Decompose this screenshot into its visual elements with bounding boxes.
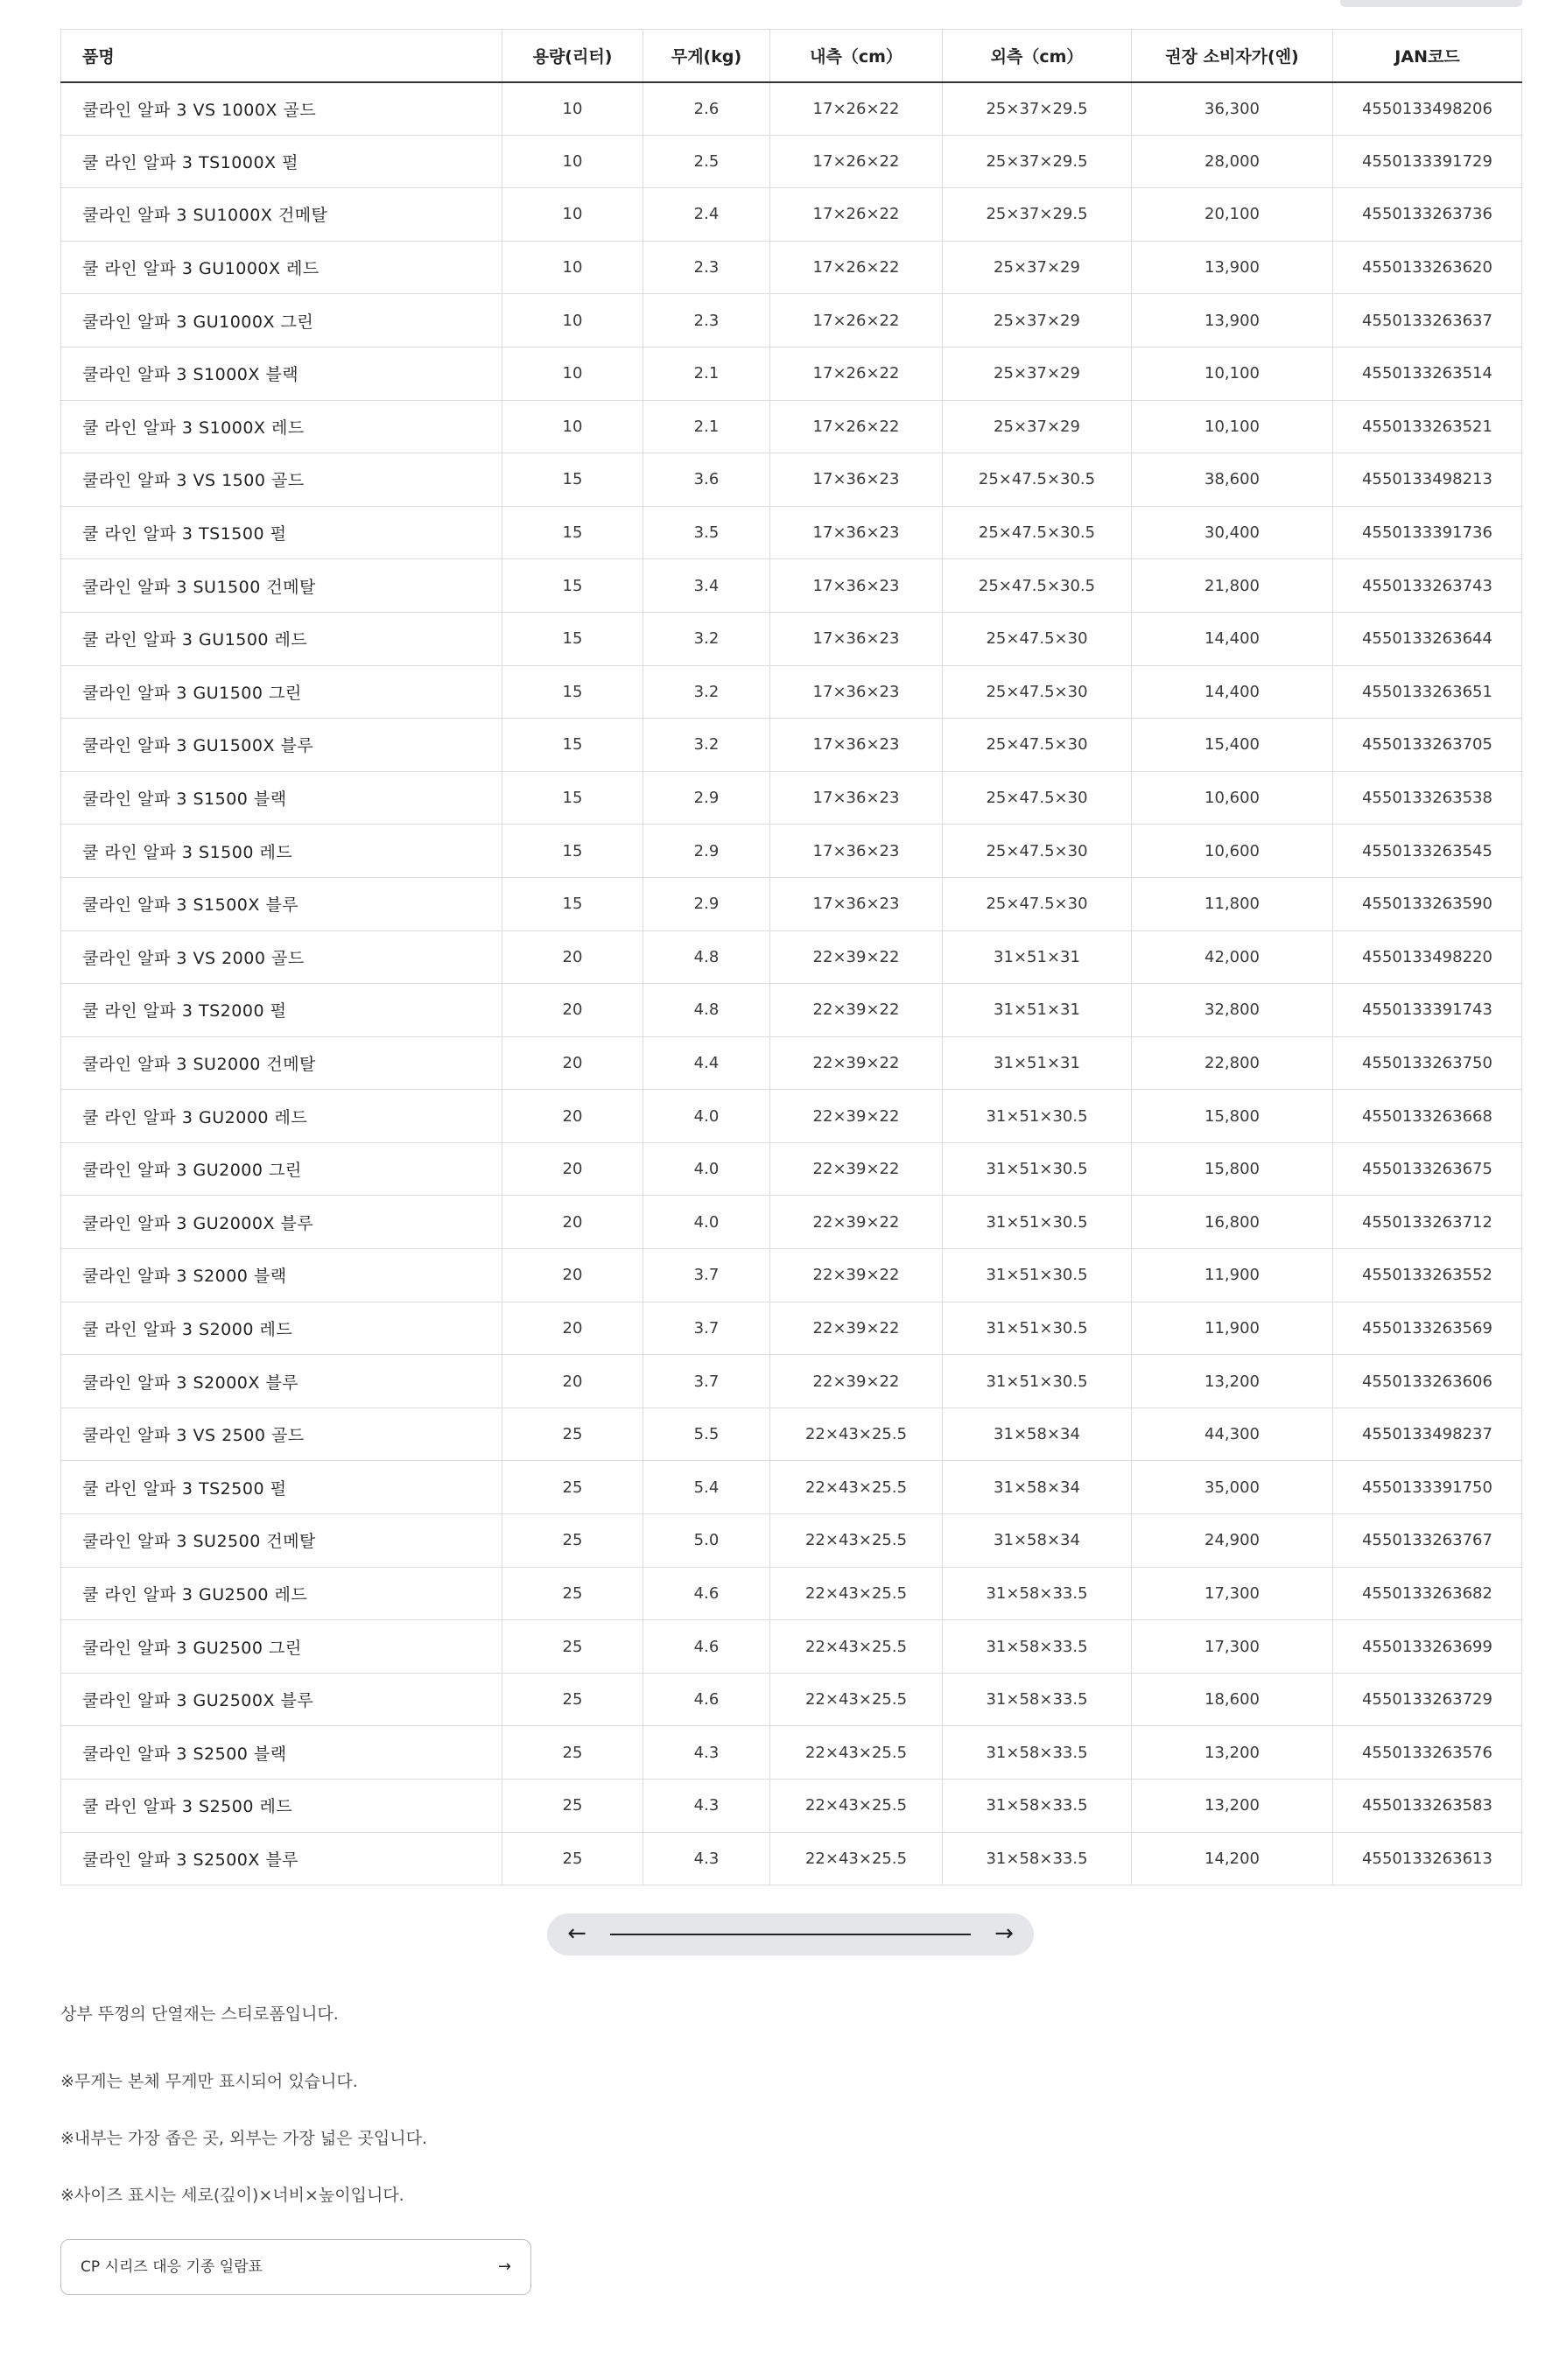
table-row [61,719,1522,772]
price-cell: 13,900 [1132,241,1333,294]
price-cell: 38,600 [1132,453,1333,507]
table-row [61,1355,1522,1408]
outer-size-cell: 25×47.5×30 [943,877,1132,930]
outer-size-cell: 31×58×33.5 [943,1780,1132,1833]
inner-size-cell: 17×36×23 [770,453,943,507]
column-header-name: 품명 [61,30,502,82]
price-cell: 15,800 [1132,1142,1333,1196]
capacity-cell: 20 [502,1355,643,1408]
compatible-models-link-label: CP 시리즈 대응 기종 일람표 [81,2258,263,2276]
capacity-cell: 25 [502,1461,643,1514]
product-name-cell: 쿨라인 알파 3 S1500 블랙 [61,771,502,825]
jan-code-cell: 4550133263651 [1333,665,1522,719]
weight-cell: 4.4 [643,1036,770,1090]
outer-size-cell: 25×47.5×30 [943,771,1132,825]
product-name-cell: 쿨 라인 알파 3 S1500 레드 [61,825,502,878]
table-row [61,135,1522,188]
weight-cell: 4.6 [643,1567,770,1620]
product-name-cell: 쿨라인 알파 3 S2500X 블루 [61,1832,502,1885]
jan-code-cell: 4550133498237 [1333,1408,1522,1461]
outer-size-cell: 31×58×33.5 [943,1567,1132,1620]
capacity-cell: 20 [502,984,643,1037]
outer-size-cell: 25×47.5×30 [943,665,1132,719]
jan-code-cell: 4550133263705 [1333,719,1522,772]
capacity-cell: 20 [502,1249,643,1302]
outer-size-cell: 25×37×29.5 [943,82,1132,136]
outer-size-cell: 25×37×29 [943,400,1132,453]
price-cell: 13,900 [1132,294,1333,348]
jan-code-cell: 4550133263767 [1333,1514,1522,1568]
price-cell: 32,800 [1132,984,1333,1037]
product-name-cell: 쿨 라인 알파 3 S1000X 레드 [61,400,502,453]
outer-size-cell: 25×47.5×30 [943,612,1132,665]
table-row [61,984,1522,1037]
table-header-row [61,30,1522,82]
capacity-cell: 25 [502,1408,643,1461]
jan-code-cell: 4550133263699 [1333,1620,1522,1674]
price-cell: 28,000 [1132,135,1333,188]
table-row [61,1832,1522,1885]
jan-code-cell: 4550133263576 [1333,1726,1522,1780]
price-cell: 10,600 [1132,771,1333,825]
weight-cell: 3.2 [643,665,770,719]
table-row [61,1780,1522,1833]
product-name-cell: 쿨라인 알파 3 S1500X 블루 [61,877,502,930]
jan-code-cell: 4550133263606 [1333,1355,1522,1408]
product-name-cell: 쿨라인 알파 3 SU1000X 건메탈 [61,188,502,242]
product-name-cell: 쿨라인 알파 3 SU2500 건메탈 [61,1514,502,1568]
capacity-cell: 15 [502,612,643,665]
inner-size-cell: 22×39×22 [770,1196,943,1249]
inner-size-cell: 17×36×23 [770,612,943,665]
table-row [61,825,1522,878]
weight-cell: 5.0 [643,1514,770,1568]
capacity-cell: 15 [502,771,643,825]
jan-code-cell: 4550133391750 [1333,1461,1522,1514]
outer-size-cell: 25×37×29 [943,241,1132,294]
outer-size-cell: 31×58×33.5 [943,1620,1132,1674]
jan-code-cell: 4550133263729 [1333,1673,1522,1726]
outer-size-cell: 25×37×29.5 [943,135,1132,188]
weight-cell: 2.4 [643,188,770,242]
price-cell: 18,600 [1132,1673,1333,1726]
outer-size-cell: 25×47.5×30.5 [943,506,1132,559]
product-name-cell: 쿨 라인 알파 3 GU1000X 레드 [61,241,502,294]
outer-size-cell: 25×37×29.5 [943,188,1132,242]
note-lid-insulation: 상부 뚜껑의 단열재는 스티로폼입니다. [60,2004,339,2024]
column-header-capacity: 용량(리터) [502,30,643,82]
product-name-cell: 쿨라인 알파 3 GU2000X 블루 [61,1196,502,1249]
price-cell: 36,300 [1132,82,1333,136]
product-name-cell: 쿨라인 알파 3 S2000X 블루 [61,1355,502,1408]
table-row [61,1196,1522,1249]
product-name-cell: 쿨라인 알파 3 S1000X 블랙 [61,347,502,400]
outer-size-cell: 31×51×31 [943,1036,1132,1090]
table-row [61,1461,1522,1514]
outer-size-cell: 31×51×30.5 [943,1249,1132,1302]
table-row [61,1726,1522,1780]
price-cell: 35,000 [1132,1461,1333,1514]
table-row [61,506,1522,559]
table-row [61,1142,1522,1196]
compatible-models-link-button[interactable] [60,2239,531,2295]
inner-size-cell: 22×43×25.5 [770,1408,943,1461]
jan-code-cell: 4550133263521 [1333,400,1522,453]
product-name-cell: 쿨 라인 알파 3 TS1500 펄 [61,506,502,559]
jan-code-cell: 4550133498206 [1333,82,1522,136]
jan-code-cell: 4550133263538 [1333,771,1522,825]
weight-cell: 3.7 [643,1249,770,1302]
column-header-jan-code: JAN코드 [1333,30,1522,82]
price-cell: 13,200 [1132,1726,1333,1780]
note-inner-outer: ※내부는 가장 좁은 곳, 외부는 가장 넓은 곳입니다. [60,2129,428,2148]
column-header-inner-size: 내측（cm） [770,30,943,82]
outer-size-cell: 31×58×34 [943,1408,1132,1461]
capacity-cell: 20 [502,1196,643,1249]
price-cell: 44,300 [1132,1408,1333,1461]
outer-size-cell: 25×47.5×30.5 [943,453,1132,507]
table-row [61,1567,1522,1620]
note-weight: ※무게는 본체 무게만 표시되어 있습니다. [60,2072,358,2091]
outer-size-cell: 31×58×34 [943,1461,1132,1514]
table-row [61,453,1522,507]
jan-code-cell: 4550133263590 [1333,877,1522,930]
product-name-cell: 쿨 라인 알파 3 GU1500 레드 [61,612,502,665]
product-name-cell: 쿨 라인 알파 3 GU2000 레드 [61,1090,502,1143]
inner-size-cell: 22×39×22 [770,1142,943,1196]
outer-size-cell: 31×51×30.5 [943,1196,1132,1249]
product-name-cell: 쿨라인 알파 3 GU2500X 블루 [61,1673,502,1726]
inner-size-cell: 17×36×23 [770,665,943,719]
capacity-cell: 10 [502,188,643,242]
price-cell: 14,400 [1132,665,1333,719]
weight-cell: 3.2 [643,612,770,665]
weight-cell: 4.6 [643,1673,770,1726]
product-name-cell: 쿨 라인 알파 3 TS2500 펄 [61,1461,502,1514]
capacity-cell: 20 [502,1090,643,1143]
table-row [61,930,1522,984]
outer-size-cell: 25×37×29 [943,294,1132,348]
product-name-cell: 쿨 라인 알파 3 TS2000 펄 [61,984,502,1037]
table-row [61,241,1522,294]
jan-code-cell: 4550133263644 [1333,612,1522,665]
price-cell: 22,800 [1132,1036,1333,1090]
product-name-cell: 쿨라인 알파 3 S2000 블랙 [61,1249,502,1302]
horizontal-scrollbar[interactable] [547,1913,1034,1955]
jan-code-cell: 4550133263637 [1333,294,1522,348]
product-name-cell: 쿨라인 알파 3 VS 1000X 골드 [61,82,502,136]
inner-size-cell: 17×26×22 [770,347,943,400]
jan-code-cell: 4550133391736 [1333,506,1522,559]
product-spec-table [60,29,1522,1885]
weight-cell: 2.9 [643,825,770,878]
table-row [61,82,1522,136]
table-row [61,1090,1522,1143]
weight-cell: 2.9 [643,877,770,930]
weight-cell: 2.1 [643,347,770,400]
price-cell: 20,100 [1132,188,1333,242]
weight-cell: 2.5 [643,135,770,188]
jan-code-cell: 4550133263675 [1333,1142,1522,1196]
capacity-cell: 20 [502,1302,643,1355]
jan-code-cell: 4550133498213 [1333,453,1522,507]
product-name-cell: 쿨라인 알파 3 GU2000 그린 [61,1142,502,1196]
inner-size-cell: 22×39×22 [770,1249,943,1302]
capacity-cell: 20 [502,1036,643,1090]
capacity-cell: 15 [502,877,643,930]
inner-size-cell: 17×36×23 [770,771,943,825]
weight-cell: 3.2 [643,719,770,772]
outer-size-cell: 31×51×30.5 [943,1142,1132,1196]
weight-cell: 4.6 [643,1620,770,1674]
product-name-cell: 쿨라인 알파 3 SU1500 건메탈 [61,559,502,613]
inner-size-cell: 17×26×22 [770,294,943,348]
table-row [61,347,1522,400]
weight-cell: 2.6 [643,82,770,136]
weight-cell: 5.5 [643,1408,770,1461]
outer-size-cell: 31×58×33.5 [943,1673,1132,1726]
jan-code-cell: 4550133263736 [1333,188,1522,242]
capacity-cell: 15 [502,453,643,507]
product-name-cell: 쿨라인 알파 3 GU1500 그린 [61,665,502,719]
outer-size-cell: 31×51×30.5 [943,1355,1132,1408]
outer-size-cell: 31×51×31 [943,984,1132,1037]
inner-size-cell: 22×43×25.5 [770,1461,943,1514]
outer-size-cell: 25×47.5×30 [943,825,1132,878]
price-cell: 13,200 [1132,1355,1333,1408]
inner-size-cell: 22×39×22 [770,1302,943,1355]
capacity-cell: 10 [502,347,643,400]
inner-size-cell: 22×43×25.5 [770,1567,943,1620]
arrow-left-icon[interactable]: ← [567,1920,586,1947]
weight-cell: 4.8 [643,930,770,984]
inner-size-cell: 17×36×23 [770,719,943,772]
top-button-stub[interactable] [1340,0,1522,7]
capacity-cell: 15 [502,719,643,772]
weight-cell: 3.5 [643,506,770,559]
column-header-price: 권장 소비자가(엔) [1132,30,1333,82]
price-cell: 14,400 [1132,612,1333,665]
product-name-cell: 쿨라인 알파 3 GU1500X 블루 [61,719,502,772]
product-name-cell: 쿨 라인 알파 3 TS1000X 펄 [61,135,502,188]
table-row [61,400,1522,453]
price-cell: 11,900 [1132,1302,1333,1355]
table-body [61,82,1522,1885]
product-name-cell: 쿨라인 알파 3 S2500 블랙 [61,1726,502,1780]
weight-cell: 2.1 [643,400,770,453]
weight-cell: 2.3 [643,241,770,294]
inner-size-cell: 22×43×25.5 [770,1780,943,1833]
price-cell: 17,300 [1132,1620,1333,1674]
price-cell: 10,100 [1132,400,1333,453]
inner-size-cell: 17×36×23 [770,877,943,930]
capacity-cell: 25 [502,1780,643,1833]
price-cell: 11,800 [1132,877,1333,930]
price-cell: 21,800 [1132,559,1333,613]
outer-size-cell: 31×51×31 [943,930,1132,984]
weight-cell: 2.9 [643,771,770,825]
product-name-cell: 쿨라인 알파 3 VS 2500 골드 [61,1408,502,1461]
price-cell: 15,800 [1132,1090,1333,1143]
table-row [61,877,1522,930]
weight-cell: 3.7 [643,1355,770,1408]
inner-size-cell: 22×39×22 [770,1090,943,1143]
jan-code-cell: 4550133263668 [1333,1090,1522,1143]
jan-code-cell: 4550133263712 [1333,1196,1522,1249]
inner-size-cell: 17×36×23 [770,825,943,878]
inner-size-cell: 22×43×25.5 [770,1726,943,1780]
capacity-cell: 10 [502,294,643,348]
outer-size-cell: 31×58×34 [943,1514,1132,1568]
capacity-cell: 10 [502,400,643,453]
product-name-cell: 쿨 라인 알파 3 GU2500 레드 [61,1567,502,1620]
price-cell: 16,800 [1132,1196,1333,1249]
price-cell: 11,900 [1132,1249,1333,1302]
outer-size-cell: 31×58×33.5 [943,1832,1132,1885]
jan-code-cell: 4550133263620 [1333,241,1522,294]
table-row [61,559,1522,613]
jan-code-cell: 4550133263569 [1333,1302,1522,1355]
capacity-cell: 25 [502,1673,643,1726]
price-cell: 15,400 [1132,719,1333,772]
jan-code-cell: 4550133263552 [1333,1249,1522,1302]
weight-cell: 4.0 [643,1196,770,1249]
weight-cell: 3.7 [643,1302,770,1355]
price-cell: 24,900 [1132,1514,1333,1568]
inner-size-cell: 17×26×22 [770,241,943,294]
weight-cell: 2.3 [643,294,770,348]
inner-size-cell: 22×39×22 [770,1036,943,1090]
inner-size-cell: 17×26×22 [770,82,943,136]
capacity-cell: 20 [502,930,643,984]
inner-size-cell: 22×43×25.5 [770,1514,943,1568]
price-cell: 10,100 [1132,347,1333,400]
capacity-cell: 25 [502,1514,643,1568]
price-cell: 13,200 [1132,1780,1333,1833]
capacity-cell: 10 [502,82,643,136]
outer-size-cell: 31×51×30.5 [943,1090,1132,1143]
table-row [61,1514,1522,1568]
price-cell: 30,400 [1132,506,1333,559]
capacity-cell: 25 [502,1567,643,1620]
inner-size-cell: 22×43×25.5 [770,1673,943,1726]
jan-code-cell: 4550133263743 [1333,559,1522,613]
weight-cell: 5.4 [643,1461,770,1514]
weight-cell: 4.3 [643,1832,770,1885]
column-header-weight: 무게(kg) [643,30,770,82]
outer-size-cell: 25×47.5×30.5 [943,559,1132,613]
table-row [61,1249,1522,1302]
inner-size-cell: 17×26×22 [770,135,943,188]
capacity-cell: 10 [502,135,643,188]
capacity-cell: 20 [502,1142,643,1196]
jan-code-cell: 4550133391743 [1333,984,1522,1037]
jan-code-cell: 4550133263682 [1333,1567,1522,1620]
inner-size-cell: 17×26×22 [770,188,943,242]
capacity-cell: 25 [502,1832,643,1885]
table-row [61,1620,1522,1674]
product-name-cell: 쿨라인 알파 3 SU2000 건메탈 [61,1036,502,1090]
note-size-order: ※사이즈 표시는 세로(깊이)×너비×높이입니다. [60,2186,404,2205]
capacity-cell: 25 [502,1726,643,1780]
capacity-cell: 15 [502,665,643,719]
table-row [61,1673,1522,1726]
table-row [61,188,1522,242]
table-row [61,771,1522,825]
product-name-cell: 쿨라인 알파 3 VS 1500 골드 [61,453,502,507]
inner-size-cell: 17×36×23 [770,559,943,613]
weight-cell: 4.0 [643,1142,770,1196]
inner-size-cell: 22×43×25.5 [770,1620,943,1674]
jan-code-cell: 4550133391729 [1333,135,1522,188]
capacity-cell: 15 [502,825,643,878]
capacity-cell: 25 [502,1620,643,1674]
jan-code-cell: 4550133263583 [1333,1780,1522,1833]
inner-size-cell: 17×36×23 [770,506,943,559]
capacity-cell: 15 [502,506,643,559]
price-cell: 14,200 [1132,1832,1333,1885]
arrow-right-icon: → [497,2257,511,2276]
product-name-cell: 쿨라인 알파 3 GU1000X 그린 [61,294,502,348]
jan-code-cell: 4550133498220 [1333,930,1522,984]
price-cell: 42,000 [1132,930,1333,984]
column-header-outer-size: 외측（cm） [943,30,1132,82]
arrow-right-icon[interactable]: → [994,1920,1014,1947]
weight-cell: 3.6 [643,453,770,507]
capacity-cell: 15 [502,559,643,613]
weight-cell: 4.3 [643,1780,770,1833]
price-cell: 17,300 [1132,1567,1333,1620]
outer-size-cell: 25×47.5×30 [943,719,1132,772]
inner-size-cell: 22×39×22 [770,1355,943,1408]
scroll-track[interactable] [610,1934,971,1935]
jan-code-cell: 4550133263545 [1333,825,1522,878]
outer-size-cell: 25×37×29 [943,347,1132,400]
weight-cell: 4.3 [643,1726,770,1780]
table-row [61,665,1522,719]
jan-code-cell: 4550133263514 [1333,347,1522,400]
product-name-cell: 쿨라인 알파 3 GU2500 그린 [61,1620,502,1674]
table-row [61,1036,1522,1090]
outer-size-cell: 31×51×30.5 [943,1302,1132,1355]
inner-size-cell: 17×26×22 [770,400,943,453]
table-row [61,612,1522,665]
weight-cell: 3.4 [643,559,770,613]
product-name-cell: 쿨 라인 알파 3 S2000 레드 [61,1302,502,1355]
price-cell: 10,600 [1132,825,1333,878]
inner-size-cell: 22×43×25.5 [770,1832,943,1885]
weight-cell: 4.0 [643,1090,770,1143]
capacity-cell: 10 [502,241,643,294]
table-row [61,294,1522,348]
outer-size-cell: 31×58×33.5 [943,1726,1132,1780]
inner-size-cell: 22×39×22 [770,984,943,1037]
jan-code-cell: 4550133263613 [1333,1832,1522,1885]
jan-code-cell: 4550133263750 [1333,1036,1522,1090]
product-name-cell: 쿨 라인 알파 3 S2500 레드 [61,1780,502,1833]
table-row [61,1302,1522,1355]
inner-size-cell: 22×39×22 [770,930,943,984]
weight-cell: 4.8 [643,984,770,1037]
product-name-cell: 쿨라인 알파 3 VS 2000 골드 [61,930,502,984]
table-row [61,1408,1522,1461]
